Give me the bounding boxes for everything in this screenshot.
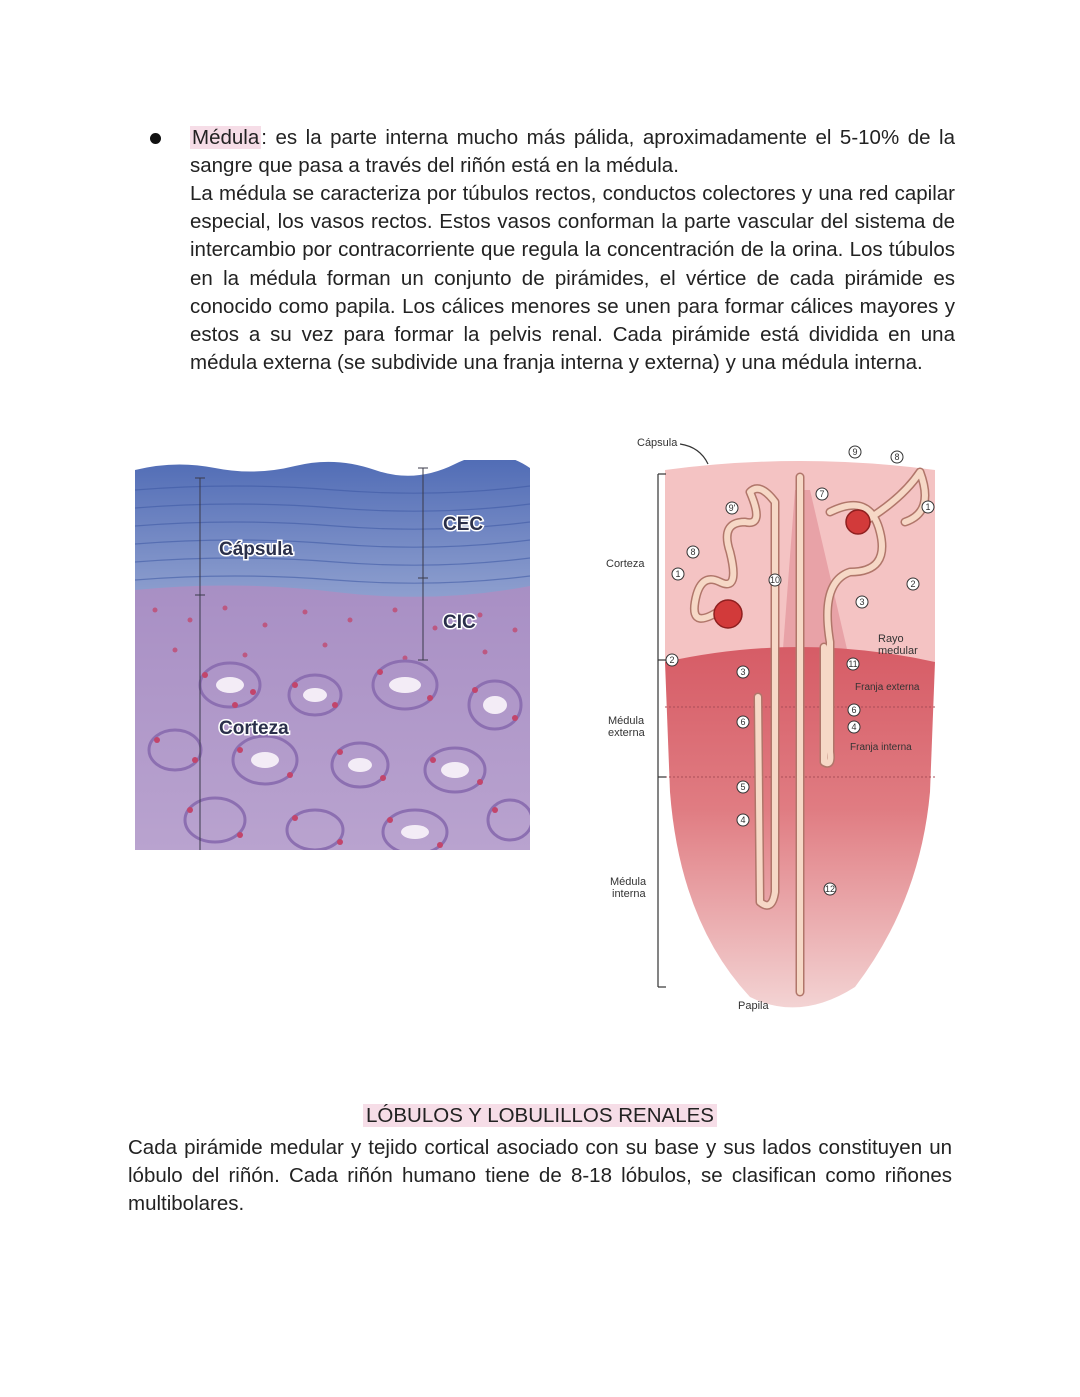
marker-11: 11 — [848, 659, 858, 669]
diagram-label-papila: Papila — [738, 1000, 769, 1012]
marker-8b: 8 — [894, 452, 900, 462]
lobulos-paragraph: Cada pirámide medular y tejido cortical asociado con su base y sus lados constituyen un lóbulo del riñón. Cada riñón humano tiene de 8-18 lóbulos, se clasifican como riñones multibolares. — [128, 1136, 952, 1216]
lobulos-heading-text: LÓBULOS Y LOBULILLOS RENALES — [363, 1104, 717, 1127]
marker-6: 6 — [740, 717, 746, 727]
marker-2: 2 — [669, 655, 675, 665]
marker-9prime: 9' — [728, 503, 736, 513]
diagram-label-medula-interna-2: interna — [612, 888, 646, 900]
micro-label-capsula: Cápsula — [219, 539, 293, 560]
marker-1: 1 — [675, 569, 681, 579]
micro-label-cec: CEC — [443, 514, 484, 535]
marker-3b: 3 — [859, 597, 865, 607]
diagram-label-rayo-1: Rayo — [878, 633, 904, 645]
medula-intro-text: : es la parte interna mucho más pálida, aproximadamente el 5-10% de la sangre que pasa a través del riñón está en la médula. — [190, 126, 955, 178]
marker-4b: 4 — [851, 722, 857, 732]
diagram-label-medula-interna-1: Médula — [610, 876, 647, 888]
lobulos-heading — [0, 1104, 1080, 1128]
marker-7: 7 — [819, 489, 825, 499]
diagram-label-corteza: Corteza — [606, 558, 645, 570]
diagram-label-capsula: Cápsula — [637, 437, 678, 449]
marker-8: 8 — [690, 547, 696, 557]
marker-6b: 6 — [851, 705, 857, 715]
medula-intro — [190, 124, 955, 180]
medula-paragraph: La médula se caracteriza por túbulos rectos, conductos colectores y una red capilar especial, los vasos rectos. Estos vasos conforman la parte vascular del sistema de intercambio por contracorriente que regula la concentración de la orina. Los túbulos en la médula forman un conjunto de pirámides, el vértice de cada pirámide es conocido como papila. Los cálices menores se unen para formar cálices mayores y estos a su vez para formar la pelvis renal. Cada pirámide está dividida en una médula externa (se subdivide una franja interna y externa) y una médula interna. — [190, 182, 955, 375]
bullet-dot-icon — [150, 133, 161, 144]
cortex-micrograph — [135, 460, 530, 850]
marker-10: 10 — [769, 575, 781, 585]
marker-4: 4 — [740, 815, 746, 825]
diagram-label-rayo-2: medular — [878, 645, 918, 657]
marker-5: 5 — [740, 782, 746, 792]
diagram-label-medula-externa-1: Médula — [608, 715, 645, 727]
marker-1b: 1 — [925, 502, 931, 512]
marker-12: 12 — [824, 884, 836, 894]
micro-label-cic: CIC — [443, 612, 476, 633]
micro-label-corteza: Corteza — [219, 718, 289, 739]
medula-term: Médula — [192, 126, 260, 149]
marker-2b: 2 — [910, 579, 916, 589]
diagram-label-franja-externa: Franja externa — [855, 682, 920, 693]
marker-3: 3 — [740, 667, 746, 677]
marker-9: 9 — [852, 447, 858, 457]
diagram-label-medula-externa-2: externa — [608, 727, 645, 739]
diagram-label-franja-interna: Franja interna — [850, 742, 912, 753]
nephron-diagram — [600, 432, 945, 1022]
